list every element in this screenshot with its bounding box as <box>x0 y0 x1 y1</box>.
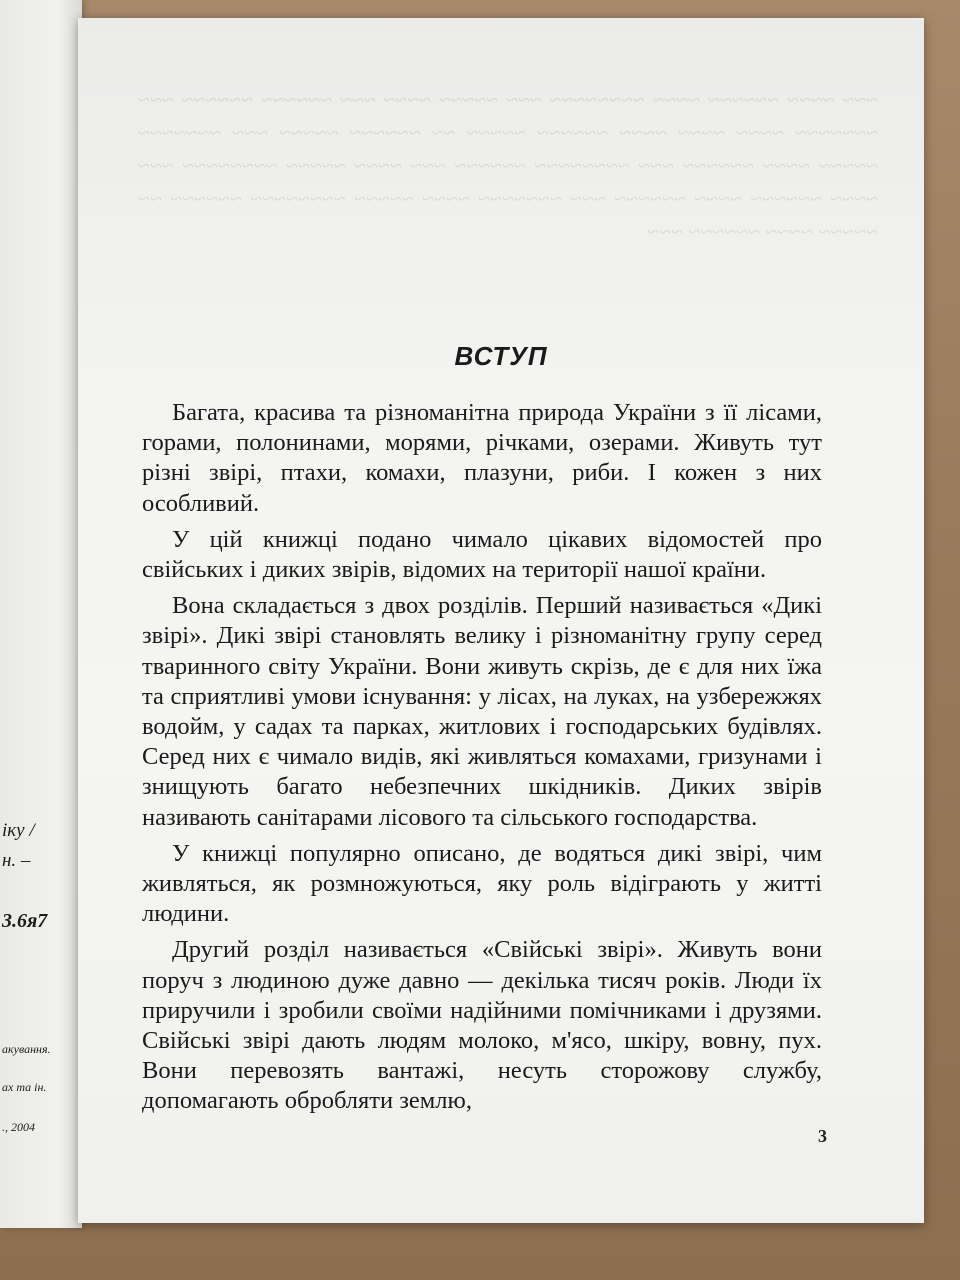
paragraph: У цій книжці подано чимало цікавих відомостей про свійських і диких звірів, відомих на території нашої країни. <box>142 525 822 584</box>
left-facing-page <box>0 0 82 1228</box>
left-page-fragment: н. – <box>2 850 31 871</box>
body-text <box>142 398 822 1123</box>
paragraph: У книжці популярно описано, де водяться дикі звірі, чим живляться, як розмножуються, яку роль відіграють у житті людини. <box>142 839 822 928</box>
left-page-fragment: ., 2004 <box>2 1120 35 1134</box>
show-through-text: ~~~ ~~~~ ~~~~~~ ~~~~ ~~~~~~~~ ~~~ ~~~~~ ~~~~ ~~~ ~~~~~~ ~~~~~~ ~~~ ~~~~~~~ ~~~~ ~~~~ ~~~~ ~~~~~~ ~~~~~ ~~ ~~~~~~ ~~~~~ ~~~ ~~~~~~~ ~~~~~ ~~~~ ~~~~~~ ~~~ ~~~~~~~~ ~~~~~~ ~~~ ~~~~ ~~~~~ ~~~~~~~~ ~~~ ~~~~ ~~~~~~ ~~~~ ~~~~~~ ~~~ ~~~~~~~ ~~~~ ~~~~~ ~~~~~~~~ ~~~~~~ ~~ ~~~~~ ~~~~ ~~~~~~ ~~~ <box>138 87 878 244</box>
paragraph: Багата, красива та різноманітна природа України з її лісами, горами, полонинами, морями, річками, озерами. Живуть тут різні звірі, птахи, комахи, плазуни, риби. І кожен з них особливий. <box>142 399 822 517</box>
book-page <box>78 18 924 1223</box>
left-page-fragment: ах та ін. <box>2 1080 47 1094</box>
paragraph: Другий розділ називається «Свійські звірі». Живуть вони поруч з людиною дуже давно — декілька тисяч років. Люди їх приручили і зробили своїми надійними помічниками і друзями. Свійські звірі дають людям молоко, м'ясо, шкіру, вовну, пух. Вони перевозять вантажі, несуть сторожову службу, допомагають обробляти землю, <box>142 936 822 1115</box>
page-number: 3 <box>818 1126 827 1146</box>
left-page-fragment: акування. <box>2 1042 51 1056</box>
paragraph: Вона складається з двох розділів. Перший називається «Дикі звірі». Дикі звірі становлять велику і різноманітну групу серед тваринного світу України. Вони живуть скрізь, де є для них їжа та сприятливі умови існування: у лісах, на луках, на узбережжях водойм, у садах та парках, житлових і господарських будівлях. Серед них є чимало видів, які живляться комахами, гризунами і знищують багато небезпечних шкідників. Диких звірів називають санітарами лісового та сільського господарства. <box>142 592 822 831</box>
left-page-fragment: іку / <box>2 820 35 841</box>
left-page-fragment: 3.6я7 <box>2 910 48 932</box>
page-title: ВСТУП <box>454 341 548 371</box>
